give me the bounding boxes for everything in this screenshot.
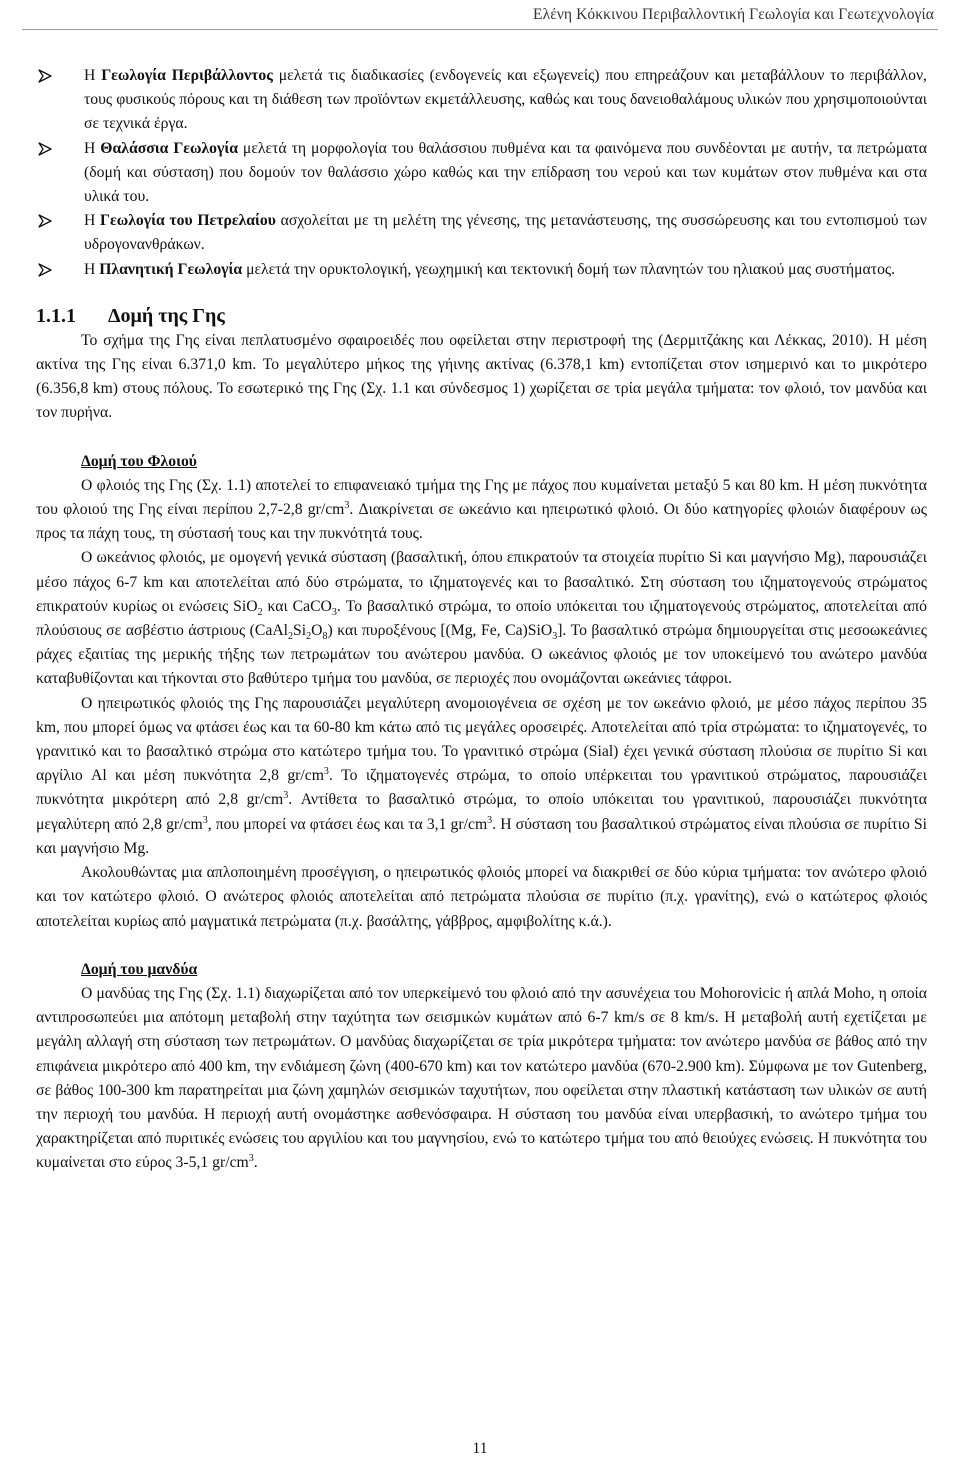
- mantle-paragraph-1: Ο μανδύας της Γης (Σχ. 1.1) διαχωρίζεται από τον υπερκείμενό του φλοιό από την ασυνέχεια του Mohorovicic ή απλά Moho, η οποία αντιπροσωπεύει μια απότομη μεταβολή στην ταχύτητα των σεισμικών κυμάτων από 6-7 km/s σε 8 km/s. Η μεταβολή αυτή εχετίζεται με μεγάλη αλλαγή στη σύσταση των πετρωμάτων. Ο μανδύας διαχωρίζεται σε τρία μικρότερα τμήματα: τον ανώτερο μανδύα σε βάθος από την επιφάνεια μικρότερο από 400 km, την ενδιάμεση ζώνη (400-670 km) και τον κατώτερο μανδύα (670-2.900 km). Σύμφωνα με τον Gutenberg, σε βάθος 100-300 km παρατηρείται μια ζώνη χαμηλών σεισμικών ταχυτήτων, που οφείλεται στην πλαστική κατάσταση των υλικών σε αυτή την περιοχή του μανδύα. Η περιοχή αυτή ονομάστηκε ασθενόσφαιρα. Η σύσταση του μανδύα είναι υπερβασική, το ανώτερο τμήμα του χαρακτηρίζεται από πυριτικές ενώσεις του αργιλίου και του μαγνησίου, ενώ το κατώτερο τμήμα του από θειούχες ενώσεις. Η πυκνότητα του κυμαίνεται στο εύρος 3-5,1 $gr/cm^3$.: [36, 984, 927, 1172]
- bullet-term: Γεωλογία του Πετρελαίου: [100, 212, 276, 230]
- crust-paragraph-2: Ο ωκεάνιος φλοιός, με ομογενή γενικά σύσταση (βασαλτική, όπου επικρατούν τα στοιχεία πυρίτιο Si και μαγνήσιο Mg), παρουσιάζει μέσο πάχος 6-7 km και αποτελείται από δύο στρώματα, το ιζηματογενές και το βασαλτικό. Στη σύσταση του ιζηματογενούς στρώματος επικρατούν κυρίως οι ενώσεις SiO$_2$ και CaCO$_3$. Το βασαλτικό στρώμα, το οποίο υπόκειται του ιζηματογενούς στρώματος, αποτελείται από πλούσιους σε ασβέστιο άστριους $(CaAl_2Si_2O_8)$ και πυροξένους [(Mg, Fe, Ca)SiO$_3$]. Το βασαλτικό στρώμα δημιουργείται στις μεσοωκεάνιες ράχες εξαιτίας της μερικής τήξης των πετρωμάτων του ανώτερου μανδύα. Ο ωκεάνιος φλοιός με τον υποκείμενό του ανώτερο μανδύα καταβυθίζονται και τήκονται στο βαθύτερο τμήμα του μανδύα, σε περιοχές που ονομάζονται ωκεάνιες τάφροι.: [36, 549, 927, 688]
- section-heading: [36, 303, 927, 329]
- header-divider: [22, 29, 938, 30]
- page-body: [36, 64, 927, 1176]
- bullet-text: ασχολείται με τη μελέτη της γένεσης, της μετανάστευσης, της συσσώρευσης και του εντοπισμού των υδρογονανθράκων.: [84, 212, 927, 254]
- list-item: [36, 137, 927, 210]
- crust-paragraph-1: Ο φλοιός της Γης (Σχ. 1.1) αποτελεί το επιφανειακό τμήμα της Γης με πάχος που κυμαίνεται μεταξύ 5 και 80 km. Η μέση πυκνότητα του φλοιού της Γης είναι περίπου 2,7-2,8 $gr/cm^3$. Διακρίνεται σε ωκεάνιο και ηπειρωτικό φλοιό. Οι δύο κατηγορίες φλοιών διαφέρουν ως προς τα πάχη τους, τη σύστασή τους και την πυκνότητά τους.: [36, 476, 927, 543]
- arrowhead-bullet-icon: [38, 69, 52, 83]
- bullet-prefix: Η: [84, 139, 101, 157]
- section-title: Δομή της Γης: [108, 304, 225, 327]
- arrowhead-bullet-icon: [38, 214, 52, 228]
- arrowhead-bullet-icon: [38, 263, 52, 277]
- bullet-term: Γεωλογία Περιβάλλοντος: [101, 67, 273, 84]
- crust-paragraph-4: Ακολουθώντας μια απλοποιημένη προσέγγιση, ο ηπειρωτικός φλοιός μπορεί να διακριθεί σε δύο κύρια τμήματα: τον ανώτερο φλοιό και τον κατώτερο φλοιό. Ο ανώτερος φλοιός αποτελείται από πετρώματα πλούσια σε πυρίτιο (π.χ. γρανίτης), ενώ ο κατώτερος φλοιός αποτελείται κυρίως από μαγματικά πετρώματα (π.χ. βασάλτης, γάββρος, αμφιβολίτης κ.ά.).: [36, 864, 927, 930]
- bullet-text: μελετά τις διαδικασίες (ενδογενείς και εξωγενείς) που επηρεάζουν και μεταβάλλουν το περιβάλλον, τους φυσικούς πόρους και τη διάθεση των προϊόντων εκμετάλλευσης, καθώς και τους δανειοθαλάμους υλικών που χρησιμοποιούνται σε τεχνικά έργα.: [84, 67, 927, 133]
- list-item: [36, 64, 927, 137]
- section-number: 1.1.1: [36, 304, 76, 327]
- topic-list: [36, 64, 927, 282]
- bullet-term: Θαλάσσια Γεωλογία: [100, 139, 238, 157]
- running-header: Ελένη Κόκκινου Περιβαλλοντική Γεωλογία και Γεωτεχνολογία: [533, 6, 934, 23]
- list-item: [36, 258, 927, 282]
- list-item: [36, 209, 927, 257]
- bullet-prefix: Η: [84, 67, 102, 84]
- crust-heading: Δομή του Φλοιού: [81, 452, 197, 470]
- bullet-prefix: Η: [84, 212, 101, 230]
- section-intro-paragraph: Το σχήμα της Γης είναι πεπλατυσμένο σφαιροειδές που οφείλεται στην περιστροφή της (Δερμιτζάκης και Λέκκας, 2010). Η μέση ακτίνα της Γης είναι 6.371,0 km. Το μεγαλύτερο μήκος της γήινης ακτίνας (6.378,1 km) εντοπίζεται στον ισημερινό και το μικρότερο (6.356,8 km) στους πόλους. Το εσωτερικό της Γης (Σχ. 1.1 και σύνδεσμος 1) χωρίζεται σε τρία μεγάλα τμήματα: τον φλοιό, τον μανδύα και τον πυρήνα.: [36, 331, 927, 422]
- page-number: 11: [472, 1440, 488, 1457]
- mantle-heading: Δομή του μανδύα: [81, 960, 198, 978]
- bullet-text: μελετά τη μορφολογία του θαλάσσιου πυθμένα και τα φαινόμενα που συνδέονται με αυτήν, τα πετρώματα (δομή και σύσταση) που δομούν τον θαλάσσιο χώρο καθώς και την επίδραση του νερού και των κυμάτων στον πυθμένα και στα υλικά του.: [84, 139, 927, 206]
- crust-paragraph-3: Ο ηπειρωτικός φλοιός της Γης παρουσιάζει μεγαλύτερη ανομοιογένεια σε σχέση με τον ωκεάνιο φλοιό, με μέσο πάχος περίπου 35 km, που μπορεί όμως να φτάσει έως και τα 60-80 km κάτω από τις μεγάλες οροσειρές. Αποτελείται από τρία στρώματα: το ιζηματογενές, το γρανιτικό και το βασαλτικό στρώμα στο κατώτερο τμήμα του. Το γρανιτικό στρώμα (Sial) έχει γενικά σύσταση πλούσια σε πυρίτιο Si και αργίλιο Al και μέση πυκνότητα 2,8 $gr/cm^3$. Το ιζηματογενές στρώμα, το οποίο υπέρκειται του γρανιτικού στρώματος, παρουσιάζει πυκνότητα μικρότερη από 2,8 $gr/cm^3$. Αντίθετα το βασαλτικό στρώμα, το οποίο υπόκειται του γρανιτικού, παρουσιάζει πυκνότητα μεγαλύτερη από 2,8 $gr/cm^3$, που μπορεί να φτάσει έως και τα 3,1 $gr/cm^3$. Η σύσταση του βασαλτικού στρώματος είναι πλούσια σε πυρίτιο Si και μαγνήσιο Mg.: [36, 694, 927, 857]
- bullet-term: Πλανητική Γεωλογία: [99, 260, 243, 278]
- bullet-prefix: Η: [84, 260, 100, 278]
- bullet-text: μελετά την ορυκτολογική, γεωχημική και τεκτονική δομή των πλανητών του ηλιακού μας συστήματος.: [242, 260, 896, 278]
- arrowhead-bullet-icon: [38, 142, 52, 156]
